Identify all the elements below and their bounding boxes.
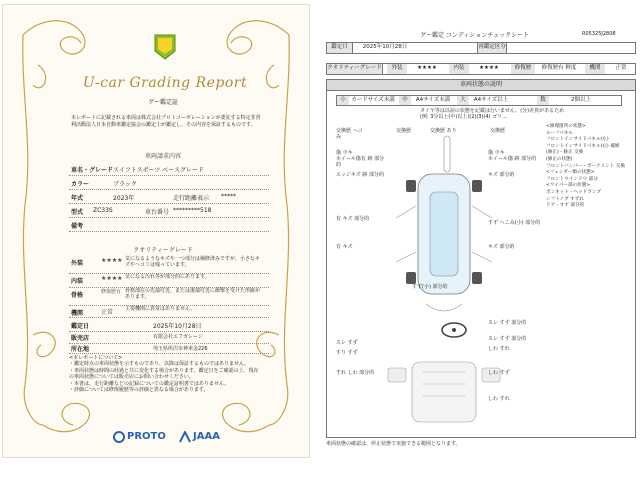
grade-label: 骨格 <box>71 292 84 299</box>
sheet-quality-row <box>326 63 636 75</box>
grade-label: 内装 <box>71 278 84 285</box>
repair-note: (修正)・修正 交換 <box>546 150 584 156</box>
damage-label: 傷 ウキ <box>336 150 353 156</box>
row-name-grade <box>69 161 269 176</box>
damage-label: ホイール傷有 跡 部分的 <box>336 156 385 168</box>
repair-note: フロントインサイドパネル(右) 補修 <box>546 143 620 149</box>
note-line: ・車両状態は時間の経過と共に変化する場合があります。鑑定日をご確認の上、現在の車両状態については販売店にお問い合わせください。 <box>69 367 259 381</box>
repair-note: フロントバンパー・ボーナメント 交換 <box>546 163 625 169</box>
damage-label: しわ すれ <box>488 396 510 402</box>
damage-label: すず(小) 部分的 <box>412 284 448 290</box>
quality-value: 修復歴有 軽度 <box>541 65 577 71</box>
row-value: 2023年 <box>113 195 135 202</box>
grading-certificate <box>2 4 310 458</box>
quality-key: 修復歴 <box>511 64 535 74</box>
row-value: スイフトスポーツ ベースグレード <box>113 167 205 174</box>
row-value: 2025年10月28日 <box>153 323 202 330</box>
legend-desc: カードサイズ未満 <box>351 97 395 103</box>
note-line: ・鑑定時点の車両状態を示すものであり、以降は保証するものではありません。 <box>69 361 250 368</box>
legend-desc: A4サイズ以上 <box>473 97 509 103</box>
quality-key: 外装 <box>387 64 407 74</box>
damage-label: しわ すず <box>488 370 510 376</box>
quality-label: クオリティーグレード <box>327 64 383 74</box>
legend-size: 小 <box>337 96 349 105</box>
panel-note-1: タイヤ等は以前の状態を記載は行いません。(分)差異があるため <box>420 108 565 114</box>
row-label: 所在地 <box>71 346 90 353</box>
proto-logo-text: PROTO <box>127 431 166 442</box>
sheet-code: R05325J2808 <box>582 31 616 37</box>
vehicle-section-heading: 車両請求内容 <box>144 153 181 160</box>
repair-note: <ワイパー部の状態> <box>546 183 591 189</box>
repair-note: ボンネット・ヘッドランプ <box>546 189 601 195</box>
repair-note: (修正の状態) <box>546 156 573 162</box>
sheet-title: グー鑑定 コンディションチェックシート <box>420 32 530 39</box>
damage-label: 有 キズ <box>336 244 353 250</box>
quality-section-heading: クオリティーグレード <box>133 247 193 254</box>
damage-label: 交換歴 ヘコみ <box>336 128 363 140</box>
grade-stars: ★★★★ <box>101 275 123 282</box>
grade-stars: 修復歴有 <box>101 289 122 295</box>
certificate-notes <box>69 355 259 393</box>
row-value: ZC33S <box>93 207 113 214</box>
damage-label: 傷 ウキ <box>488 150 505 156</box>
legend-count-label: 数 <box>537 96 549 105</box>
repair-notes-title: <修理箇所の状態> <box>546 124 586 129</box>
certificate-subtitle: グー鑑定証 <box>147 99 178 106</box>
damage-label: スレ すず <box>336 340 358 346</box>
damage-label: スレ すず 部分的 <box>488 320 527 326</box>
row-label-2: 車台番号 <box>145 209 170 216</box>
damage-label: エッジキズ 跡 部分的 <box>336 172 384 178</box>
goo-badge-icon <box>153 33 177 61</box>
legend-count-value: 2個以上 <box>571 97 591 103</box>
row-value: ブラック <box>113 181 137 188</box>
damage-label: 交換歴 <box>490 128 506 134</box>
damage-label: 有 キズ 部分的 <box>336 216 370 222</box>
jaaa-logo-text: JAAA <box>193 431 220 442</box>
certificate-title: U-car Grading Report <box>82 75 248 91</box>
note-line: ・本書は、走行距離などの記録についての鑑定証明書ではありません。 <box>69 380 230 387</box>
row-value-2: ***** <box>221 193 236 200</box>
reappraisal-label: 再鑑定区分 <box>477 43 507 53</box>
damage-label: ホイール傷 跡 部分的 <box>488 156 537 162</box>
legend-desc: A4サイズ未満 <box>415 97 451 103</box>
note-line: ・評価については修復履歴等の評価と異なる場合があります。 <box>69 387 209 394</box>
row-label: 車名・グレード <box>71 167 114 174</box>
quality-key: 内装 <box>449 64 469 74</box>
grade-frame <box>69 287 269 306</box>
repair-note: フロントウインドウ 部分 <box>546 176 598 182</box>
row-label: 鑑定日 <box>71 323 90 330</box>
legend-size: 大 <box>457 96 469 105</box>
damage-label: すり すず <box>336 350 358 356</box>
row-year-mileage <box>69 189 269 204</box>
repair-note: ドア・すず 部分的 <box>546 203 585 209</box>
repair-note: フロントインサイドパネル(左) <box>546 137 609 143</box>
grade-interior <box>69 273 269 288</box>
damage-label: 交換歴 あり <box>430 128 457 134</box>
damage-label: キズ 部分的 <box>488 172 515 178</box>
sheet-bottom-note: 車両状態の確認は、停止状態で実施できる範囲となります。 <box>326 441 461 447</box>
panel-note-2: (例: 3分以上(中)以上)(2)(3)(4) ゴリ... <box>420 114 507 120</box>
repair-note: <フェンダー類の状態> <box>546 170 595 176</box>
row-value: 埼玉県所沢市神米金226 <box>153 346 208 352</box>
jaaa-logo-icon <box>179 431 191 443</box>
grade-stars: ★★★★ <box>101 257 123 264</box>
grade-description: 骨格部位の先端付近、または後端付近に衝撃を受けた形跡があります。 <box>125 288 261 300</box>
damage-label: すれ しわ 部分的 <box>336 370 375 376</box>
date-value: 2025年10月28日 <box>362 44 408 50</box>
row-value: 有限会社エフガレージ <box>153 334 203 340</box>
size-legend <box>336 95 622 106</box>
grade-description: 気になるようなキズや一つ部分は補修済みですが、小さなキズやヘコミは残っています。 <box>125 256 260 268</box>
quality-key: 機関 <box>585 64 605 74</box>
quality-value: ★★★★ <box>417 65 437 71</box>
grade-label: 機関 <box>71 310 84 317</box>
condition-panel-title: 車両状態の説明 <box>326 79 636 91</box>
damage-label: 交換歴 <box>396 128 412 134</box>
legend-size: 中 <box>399 96 411 105</box>
logos <box>113 429 233 445</box>
grade-exterior <box>69 255 269 274</box>
row-label: 型式 <box>71 209 84 216</box>
grade-description: 主要機関に異常はありません。 <box>125 306 196 312</box>
row-value-2: *********518 <box>173 207 212 214</box>
row-label: カラー <box>71 181 90 188</box>
row-label: 年式 <box>71 195 84 202</box>
row-address <box>69 343 269 354</box>
grade-stars: 正常 <box>101 309 114 316</box>
row-remarks <box>69 217 269 232</box>
damage-label: キズ 部分的 <box>488 244 515 250</box>
row-label: 備考 <box>71 223 84 230</box>
quality-value: ★★★★ <box>479 65 499 71</box>
repair-notes <box>546 124 632 210</box>
repair-note: シフトノブ すずれ <box>546 196 584 202</box>
repair-note: ルーフパネル <box>546 130 573 136</box>
damage-label: しわ すれ <box>488 346 510 352</box>
certificate-intro: 本レポートに記載される車両は株式会社プロトコーポレーションが委託する特定非営利活動法人日本自動車鑑定協会の鑑定士が鑑定し、その内容を保証するものです。 <box>71 115 261 128</box>
row-color <box>69 175 269 190</box>
grade-description: 気になる汚れ等が部分的にあります。 <box>125 274 210 280</box>
row-label-2: 走行距離表示 <box>173 195 210 202</box>
note-line: <本レポートについて> <box>69 355 123 361</box>
damage-label: すず へこみ(小) 部分的 <box>488 220 541 226</box>
row-label: 販売店 <box>71 335 90 342</box>
grade-engine <box>69 305 269 318</box>
proto-logo-icon <box>113 431 125 443</box>
grade-label: 外装 <box>71 260 84 267</box>
date-label: 鑑定日 <box>327 43 353 53</box>
row-model-chassis <box>69 203 269 218</box>
quality-value: 正常 <box>615 65 627 71</box>
damage-label: スレ すず 部分的 <box>488 336 527 342</box>
car-damage-diagram <box>336 122 546 434</box>
sheet-date-row <box>326 42 636 54</box>
